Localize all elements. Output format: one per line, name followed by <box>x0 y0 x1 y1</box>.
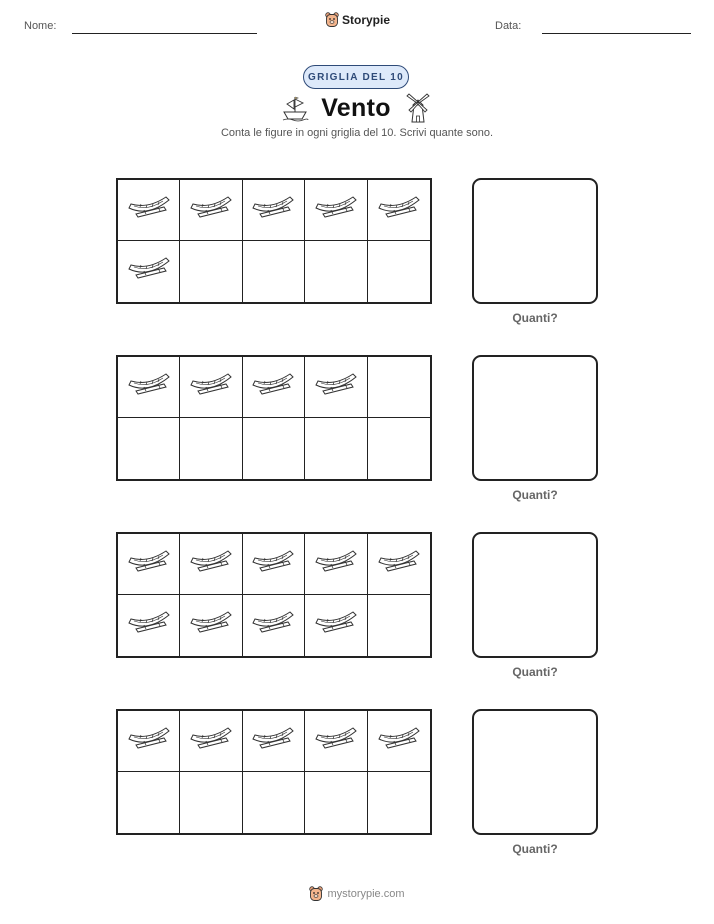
grid-cell <box>368 357 430 418</box>
canoe-icon <box>126 369 172 406</box>
grid-cell <box>243 534 305 595</box>
canoe-icon <box>376 723 422 760</box>
date-label: Data: <box>495 20 522 32</box>
grid-cell <box>243 595 305 656</box>
grid-cell <box>305 711 367 772</box>
worksheet-title: Vento <box>321 93 391 122</box>
ten-frame-grid <box>116 532 432 658</box>
grid-cell <box>368 772 430 833</box>
answer-label: Quanti? <box>512 665 558 679</box>
answer-label: Quanti? <box>512 488 558 502</box>
canoe-icon <box>313 607 359 644</box>
canoe-icon <box>250 369 296 406</box>
canoe-icon <box>376 546 422 583</box>
grid-cell <box>180 357 242 418</box>
grid-cell <box>305 772 367 833</box>
grid-cell <box>180 772 242 833</box>
brand-name: Storypie <box>342 13 391 27</box>
name-label: Nome: <box>24 20 57 32</box>
footer-url: mystorypie.com <box>327 888 405 900</box>
grid-cell <box>180 534 242 595</box>
grid-cell <box>243 711 305 772</box>
brand-logo <box>325 12 390 28</box>
canoe-icon <box>126 723 172 760</box>
sailing-ship-icon <box>281 94 309 122</box>
grid-cell <box>180 180 242 241</box>
date-line <box>542 33 691 34</box>
answer-box[interactable] <box>472 532 598 658</box>
grid-cell <box>368 241 430 302</box>
grid-cell <box>305 534 367 595</box>
ten-frame-grid <box>116 178 432 304</box>
grid-cell <box>305 418 367 479</box>
answer-label: Quanti? <box>512 842 558 856</box>
canoe-icon <box>188 546 234 583</box>
grid-cell <box>118 418 180 479</box>
instructions: Conta le figure in ogni griglia del 10. Scrivi quante sono. <box>220 127 494 139</box>
canoe-icon <box>188 192 234 229</box>
canoe-icon <box>376 192 422 229</box>
grid-cell <box>368 180 430 241</box>
answer-box[interactable] <box>472 709 598 835</box>
canoe-icon <box>188 607 234 644</box>
answer-box[interactable] <box>472 355 598 481</box>
grid-cell <box>180 595 242 656</box>
canoe-icon <box>250 192 296 229</box>
grid-cell <box>243 357 305 418</box>
grid-cell <box>305 241 367 302</box>
bear-icon <box>309 886 323 902</box>
grid-cell <box>118 241 180 302</box>
answer-box[interactable] <box>472 178 598 304</box>
grid-cell <box>118 711 180 772</box>
title-row <box>0 92 714 124</box>
windmill-icon <box>403 92 433 124</box>
grid-cell <box>243 418 305 479</box>
canoe-icon <box>188 369 234 406</box>
footer <box>0 886 714 902</box>
canoe-icon <box>250 546 296 583</box>
canoe-icon <box>126 546 172 583</box>
grid-cell <box>118 180 180 241</box>
worksheet-badge: GRIGLIA DEL 10 <box>303 65 409 89</box>
answer-label: Quanti? <box>512 311 558 325</box>
grid-cell <box>118 357 180 418</box>
canoe-icon <box>188 723 234 760</box>
grid-cell <box>118 772 180 833</box>
name-line <box>72 33 257 34</box>
grid-cell <box>180 241 242 302</box>
grid-cell <box>368 711 430 772</box>
grid-cell <box>118 534 180 595</box>
grid-cell <box>243 241 305 302</box>
canoe-icon <box>126 192 172 229</box>
grid-cell <box>368 418 430 479</box>
grid-cell <box>368 595 430 656</box>
grid-cell <box>368 534 430 595</box>
grid-cell <box>305 357 367 418</box>
grid-cell <box>305 595 367 656</box>
grid-cell <box>118 595 180 656</box>
canoe-icon <box>313 723 359 760</box>
canoe-icon <box>250 607 296 644</box>
bear-icon <box>325 12 339 28</box>
canoe-icon <box>126 253 172 290</box>
grid-cell <box>180 418 242 479</box>
canoe-icon <box>250 723 296 760</box>
grid-cell <box>180 711 242 772</box>
grid-cell <box>243 180 305 241</box>
canoe-icon <box>313 546 359 583</box>
ten-frame-grid <box>116 709 432 835</box>
canoe-icon <box>313 369 359 406</box>
grid-cell <box>305 180 367 241</box>
grid-cell <box>243 772 305 833</box>
ten-frame-grid <box>116 355 432 481</box>
canoe-icon <box>126 607 172 644</box>
canoe-icon <box>313 192 359 229</box>
